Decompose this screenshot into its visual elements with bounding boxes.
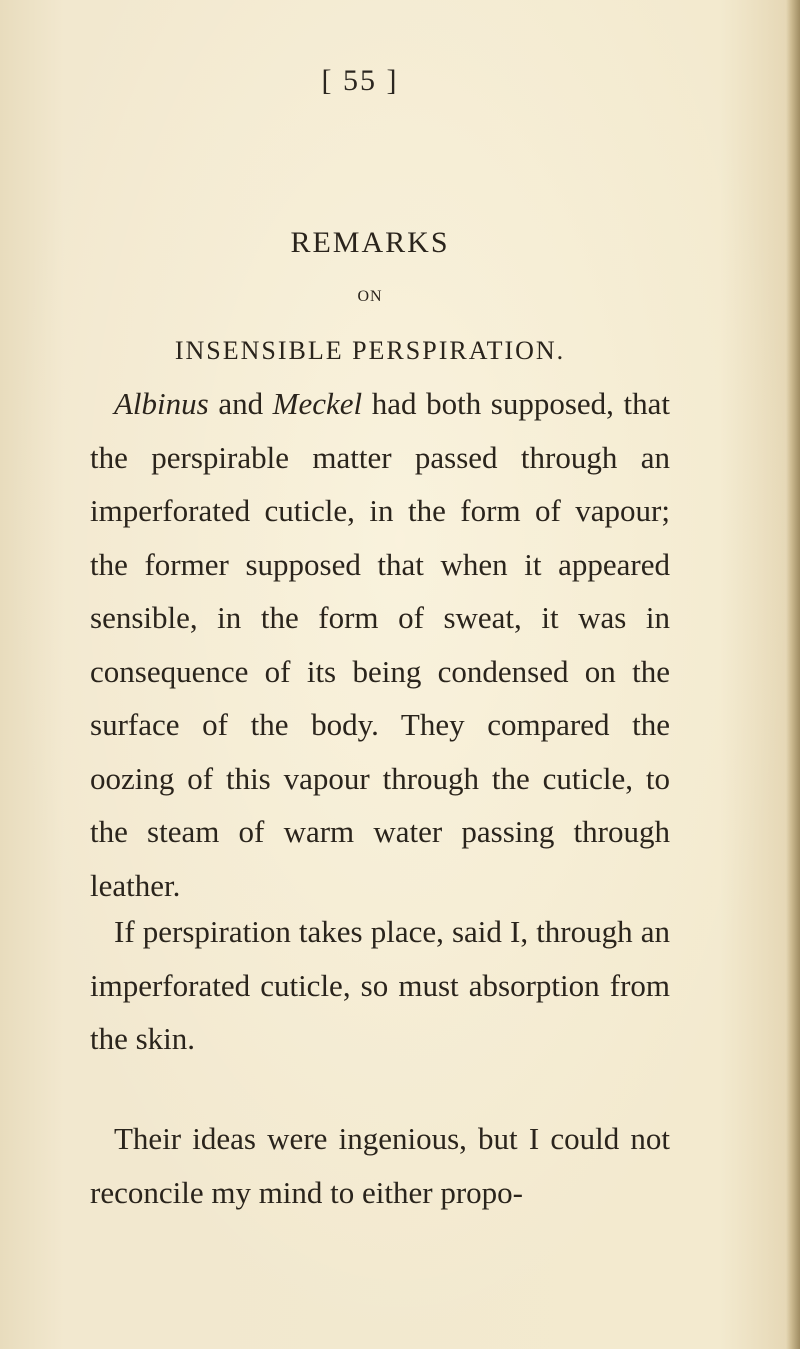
section-subheading: ON	[357, 288, 383, 305]
paragraph-2-text: If perspiration takes place, said I, through an imperforated cuticle, so must absorption from the skin.	[90, 914, 670, 1056]
paragraph-1	[90, 377, 670, 912]
conjunction-and: and	[208, 386, 273, 421]
paragraph-3	[90, 1112, 670, 1219]
paragraph-3-text: Their ideas were ingenious, but I could not reconcile my mind to either propo-	[90, 1121, 670, 1210]
author-name-albinus: Albinus	[114, 386, 209, 421]
paragraph-1-text: had both supposed, that the perspirable matter passed through an imperforated cuticle, in the form of vapour; the former supposed that when it appeared sensible, in the form of sweat, it was in consequence of its being condensed on the surface of the body. They compared the oozing of this vapour through the cuticle, to the steam of warm water passing through leather.	[90, 386, 670, 903]
section-heading: REMARKS	[290, 226, 450, 259]
page-binding-edge	[786, 0, 800, 1349]
author-name-meckel: Meckel	[272, 386, 363, 421]
page-number: [ 55 ]	[321, 64, 399, 97]
section-title: INSENSIBLE PERSPIRATION.	[174, 336, 566, 365]
paragraph-2	[90, 905, 670, 1066]
